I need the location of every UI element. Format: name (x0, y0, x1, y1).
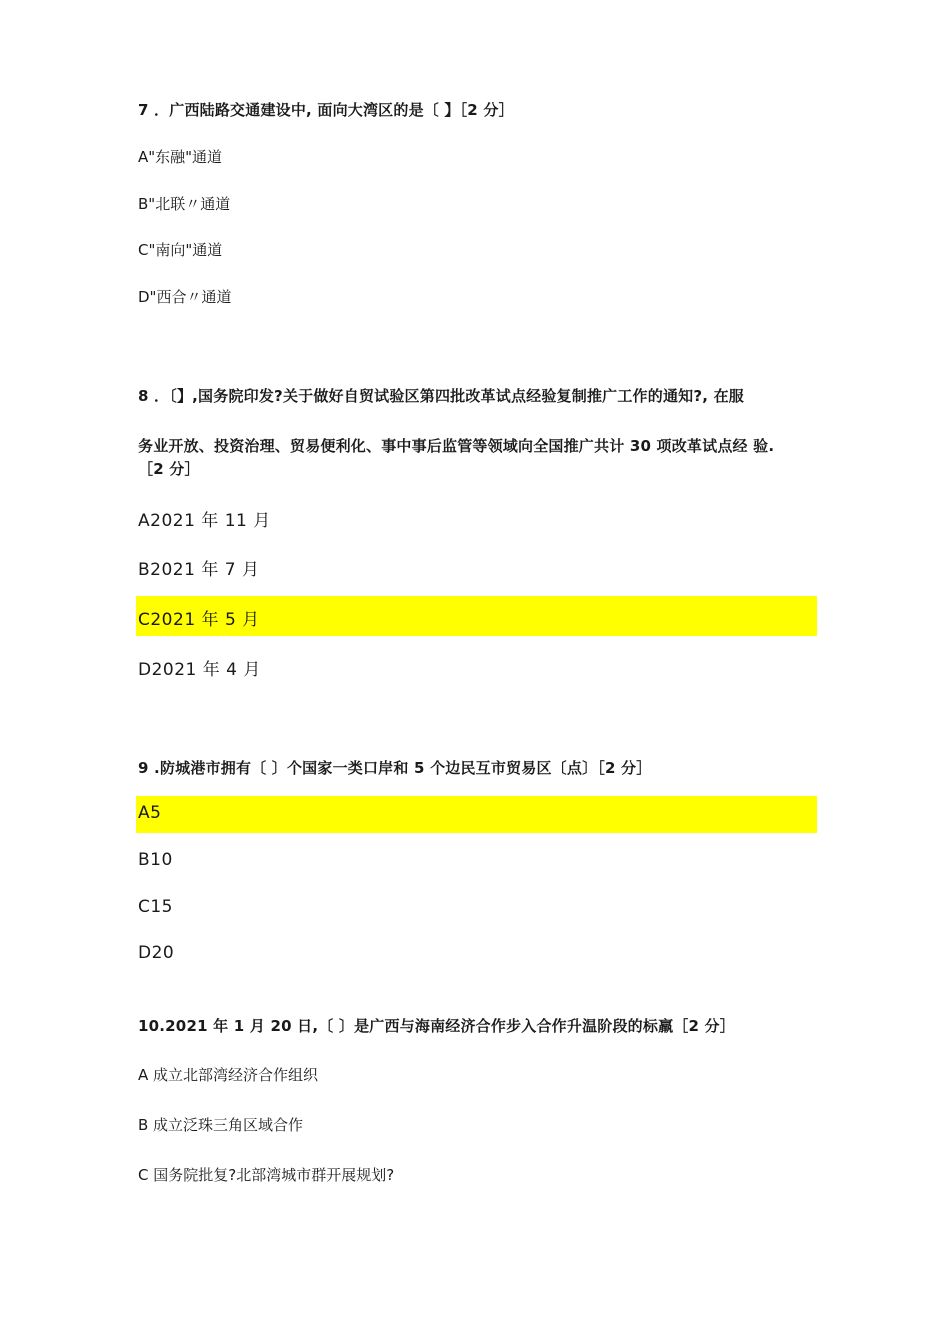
question-8-option-d: D2021 年 4 月 (138, 660, 261, 680)
question-8-option-b: B2021 年 7 月 (138, 560, 260, 580)
question-9-option-b: B10 (138, 850, 173, 870)
question-10-text: 10.2021 年 1 月 20 日,〔 〕是广西与海南经济合作步入合作升温阶段的标羸［2 分］ (138, 1017, 735, 1035)
question-10-option-a: A 成立北部湾经济合作组织 (138, 1066, 319, 1084)
question-8-option-a: A2021 年 11 月 (138, 511, 271, 531)
question-8-option-c-highlighted: C2021 年 5 月 (138, 610, 260, 630)
question-9-option-d: D20 (138, 943, 175, 963)
question-9-text: 9 .防城港市拥有〔 〕个国家一类口岸和 5 个边民互市贸易区〔点〕［2 分］ (138, 759, 652, 777)
question-7-option-d: D"西合〃通道 (138, 288, 232, 306)
question-10-option-c: C 国务院批复?北部湾城市群开展规划? (138, 1166, 395, 1184)
answer-highlight (136, 796, 817, 833)
question-7-text: 7 ．广西陆路交通建设中, 面向大湾区的是〔 】［2 分］ (138, 101, 514, 119)
question-9-option-a-highlighted: A5 (138, 803, 162, 823)
question-7-option-b: B"北联〃通道 (138, 195, 231, 213)
question-8-text-line1: 8 ．〔】,国务院印发?关于做好自贸试验区第四批改革试点经验复制推广工作的通知?, 在服 (138, 387, 744, 405)
question-10-option-b: B 成立泛珠三角区域合作 (138, 1116, 304, 1134)
question-7-option-c: C"南向"通道 (138, 241, 223, 259)
question-9-option-c: C15 (138, 897, 174, 917)
question-8-text-line3: ［2 分］ (138, 460, 200, 478)
question-8-text-line2: 务业开放、投资治理、贸易便利化、事中事后监管等领域向全国推广共计 30 项改革试点经 验. (138, 437, 775, 455)
question-7-option-a: A"东融"通道 (138, 148, 223, 166)
